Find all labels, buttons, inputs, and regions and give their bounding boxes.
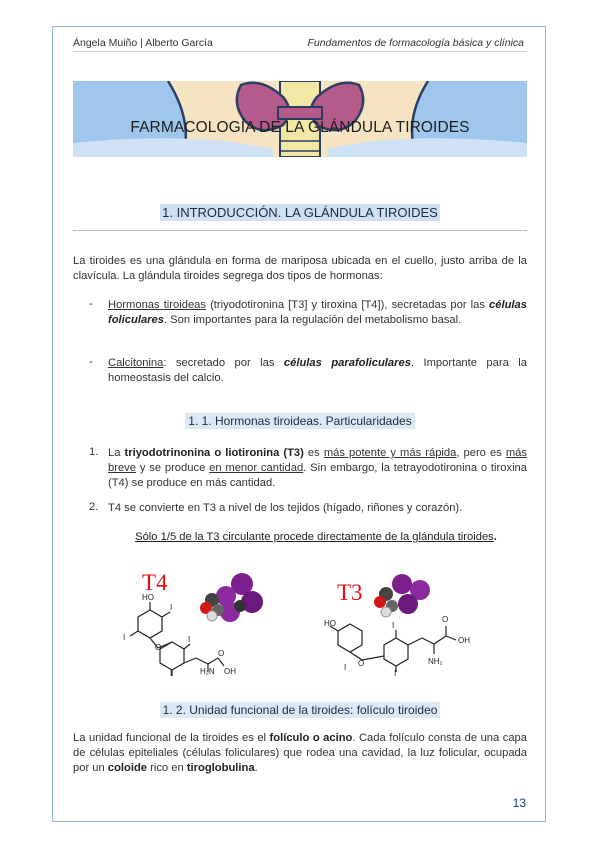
t3-atom-oh: OH xyxy=(458,636,470,645)
underlined-text: más breve xyxy=(108,447,527,474)
t4-molecule xyxy=(120,568,280,678)
t3-atom-i: I xyxy=(394,669,397,676)
page-title: FARMACOLOGÍA DE LA GLÁNDULA TIROIDES xyxy=(130,119,470,136)
para-text: La unidad funcional de la tiroides es el xyxy=(73,732,270,744)
term-tiroglobulina: tiroglobulina xyxy=(186,762,255,774)
t3-atom-nh2: NH₂ xyxy=(428,657,443,666)
list-number: 2. xyxy=(89,501,99,513)
bullet-text: : secretado por las xyxy=(163,357,284,369)
t3-atom-o: O xyxy=(442,615,449,624)
t4-atom-i: I xyxy=(123,633,126,642)
para-text: . Cada folículo consta de una capa de células epiteliales (células foliculares) que rodea una cavidad, la luz folicular, ocupada por un xyxy=(73,732,527,774)
term-hormonas-tiroideas: Hormonas tiroideas xyxy=(108,299,206,311)
item-text: y se produce xyxy=(136,462,210,474)
item-text: La xyxy=(108,447,125,459)
t4-atom-i: I xyxy=(170,669,173,678)
t3-atom-o: O xyxy=(358,659,365,668)
bullet-dash: - xyxy=(89,356,93,368)
item-text: , pero es xyxy=(456,447,506,459)
t3-atom-i: I xyxy=(344,663,347,672)
emph-celulas-foliculares: células foliculares xyxy=(108,299,527,326)
section-1-2-heading xyxy=(73,701,527,719)
t4-atom-o: O xyxy=(155,643,162,652)
t3-note-text: Sólo 1/5 de la T3 circulante procede directamente de la glándula tiroides xyxy=(135,531,494,543)
t3-atom-i: I xyxy=(392,621,395,630)
section-1-heading xyxy=(73,204,527,222)
header-book-title: Fundamentos de formacología básica y clínica xyxy=(307,37,524,49)
list-item-1 xyxy=(108,446,527,491)
section-1-1-heading-text: 1. 1. Hormonas tiroideas. Particularidades xyxy=(185,413,414,429)
intro-paragraph: La tiroides es una glándula en forma de mariposa ubicada en el cuello, justo arriba de la clavícula. La glándula tiroides segrega dos tipos de hormonas: xyxy=(73,255,527,282)
header-authors: Ángela Muiño | Alberto García xyxy=(73,37,213,49)
term-foliculo: folículo o acino xyxy=(269,732,353,744)
bullet-dash: - xyxy=(89,298,93,310)
emph-celulas-parafoliculares: células parafoliculares xyxy=(283,357,411,369)
underlined-text: más potente y más rápida xyxy=(323,447,457,459)
t3-atom-ho: HO xyxy=(324,619,336,628)
bullet-calcitonina xyxy=(108,356,527,386)
bullet-text: . Importante para la homeostasis del calcio. xyxy=(108,357,527,384)
section-1-1-heading xyxy=(73,412,527,430)
list-item-2: T4 se convierte en T3 a nivel de los tejidos (hígado, riñones y corazón). xyxy=(108,502,463,514)
t4-atom-oh: OH xyxy=(224,667,236,676)
t3-note-end: . xyxy=(493,531,497,543)
t4-atom-ho: HO xyxy=(142,593,154,602)
t3-note xyxy=(128,530,504,545)
list-number: 1. xyxy=(89,446,99,458)
section-1-2-heading-text: 1. 2. Unidad funcional de la tiroides: folículo tiroideo xyxy=(160,702,441,718)
section-1-heading-text: 1. INTRODUCCIÓN. LA GLÁNDULA TIROIDES xyxy=(162,205,438,220)
para-text: . xyxy=(254,762,258,774)
term-calcitonina: Calcitonina xyxy=(108,357,164,369)
t3-molecule xyxy=(322,566,492,676)
section-1-2-paragraph xyxy=(73,731,527,776)
header-rule xyxy=(73,51,527,52)
item-text: . Sin embargo, la tetrayodotironina o tiroxina (T4) se produce en más cantidad. xyxy=(108,462,527,489)
underlined-text: en menor cantidad xyxy=(209,462,304,474)
term-t3: triyodotrinonina o liotironina (T3) xyxy=(124,447,304,459)
item-text: es xyxy=(303,447,324,459)
bullet-hormonas-tiroideas xyxy=(108,298,527,328)
section-1-rule xyxy=(73,230,527,231)
t4-atom-i: I xyxy=(170,603,173,612)
t4-ball-model xyxy=(200,573,263,622)
t4-label: T4 xyxy=(142,570,168,595)
title-banner xyxy=(73,81,527,157)
t4-atom-nh2: H₂N xyxy=(200,667,215,676)
term-coloide: coloide xyxy=(107,762,148,774)
t3-ball-model xyxy=(374,574,430,617)
bullet-text: . Son importantes para la regulación del metabolismo basal. xyxy=(163,314,462,326)
para-text: rico en xyxy=(147,762,187,774)
bullet-text: (triyodotironina [T3] y tiroxina [T4]), secretadas por las xyxy=(205,299,490,311)
t4-atom-o: O xyxy=(218,649,225,658)
t4-atom-i: I xyxy=(188,635,191,644)
page-number: 13 xyxy=(512,796,526,810)
t3-label: T3 xyxy=(337,580,363,605)
